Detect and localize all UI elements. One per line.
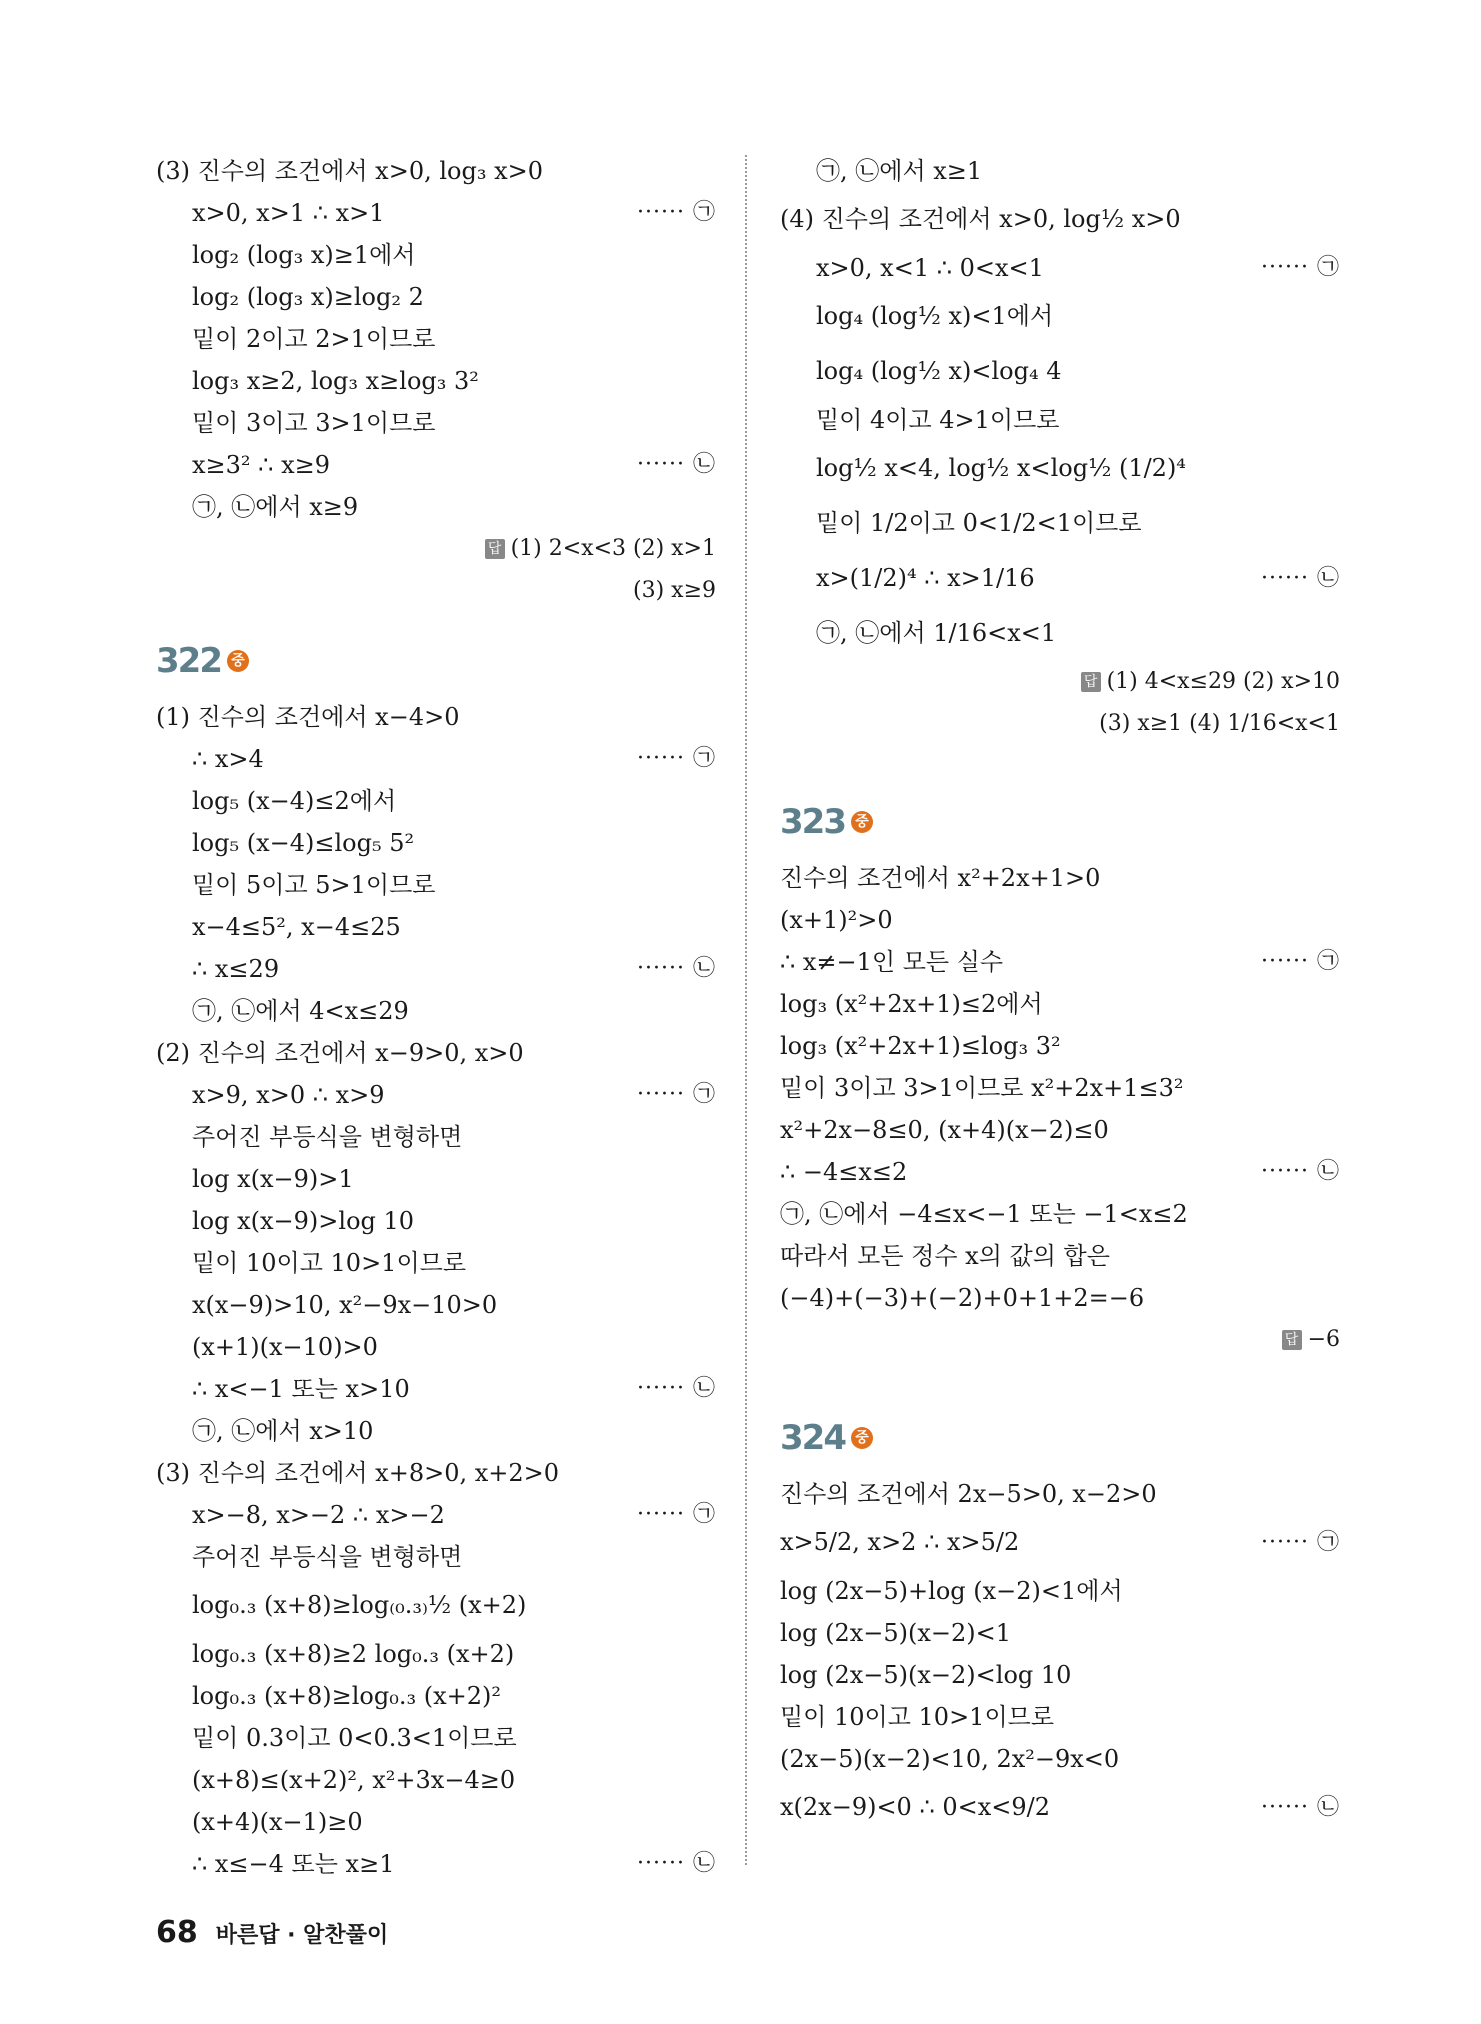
reference-mark: ······ ㉡ (1261, 1159, 1340, 1184)
solution-line (156, 990, 716, 1032)
solution-line (156, 1843, 716, 1885)
solution-line (780, 344, 1340, 399)
solution-text: x>0, x>1 ∴ x>1 (192, 199, 385, 227)
reference-mark: ······ ㉡ (637, 1376, 716, 1401)
solution-text: log₃ (x²+2x+1)≤log₃ 3² (780, 1032, 1061, 1060)
solution-line (156, 1759, 716, 1801)
reference-mark: ······ ㉡ (637, 956, 716, 981)
solution-text: log₅ (x−4)≤2에서 (192, 787, 397, 815)
solution-line (780, 1151, 1340, 1193)
solution-text: ∴ x≤29 (192, 955, 280, 983)
solution-323 (780, 857, 1340, 1319)
solution-text: ∴ x≤−4 또는 x≥1 (192, 1850, 395, 1878)
solution-321-continued (156, 150, 716, 528)
solution-text: 밑이 10이고 10>1이므로 (780, 1703, 1055, 1731)
solution-text: 주어진 부등식을 변형하면 (192, 1543, 463, 1571)
solution-text: 밑이 2이고 2>1이므로 (192, 325, 436, 353)
solution-line (156, 1284, 716, 1326)
answer-322: 답 (1) 4<x≤29 (2) x>10 (780, 661, 1340, 703)
solution-text: (x+8)≤(x+2)², x²+3x−4≥0 (192, 1766, 516, 1794)
solution-322-continued (780, 150, 1340, 661)
solution-text: log₂ (log₃ x)≥1에서 (192, 241, 416, 269)
solution-line (780, 1067, 1340, 1109)
solution-line (780, 857, 1340, 899)
solution-line (156, 864, 716, 906)
problem-number: 324 (780, 1418, 845, 1458)
problem-number: 322 (156, 641, 221, 681)
solution-line (780, 1277, 1340, 1319)
solution-text: ∴ x>4 (192, 745, 264, 773)
solution-text: (2x−5)(x−2)<10, 2x²−9x<0 (780, 1745, 1120, 1773)
solution-text: log x(x−9)>1 (192, 1165, 354, 1193)
solution-text: ㉠, ㉡에서 −4≤x<−1 또는 −1<x≤2 (780, 1200, 1188, 1228)
solution-text: log (2x−5)+log (x−2)<1에서 (780, 1577, 1123, 1605)
reference-mark: ······ ㉠ (637, 1502, 716, 1527)
problem-number: 323 (780, 802, 845, 842)
page-number: 68 (156, 1915, 198, 1950)
reference-mark: ······ ㉠ (637, 1082, 716, 1107)
solution-line (156, 276, 716, 318)
solution-text: (x+4)(x−1)≥0 (192, 1808, 363, 1836)
solution-text: x−4≤5², x−4≤25 (192, 913, 401, 941)
solution-text: log½ x<4, log½ x<log½ (1/2)⁴ (816, 454, 1186, 482)
solution-text: (2) 진수의 조건에서 x−9>0, x>0 (156, 1039, 524, 1067)
solution-line (780, 496, 1340, 551)
solution-text: 따라서 모든 정수 x의 값의 합은 (780, 1242, 1110, 1270)
answer-badge-icon: 답 (485, 539, 505, 559)
solution-line (780, 1235, 1340, 1277)
solution-text: 진수의 조건에서 x²+2x+1>0 (780, 864, 1101, 892)
solution-line (156, 1578, 716, 1633)
solution-text: 밑이 5이고 5>1이므로 (192, 871, 436, 899)
solution-line (780, 1473, 1340, 1515)
solution-text: 밑이 1/2이고 0<1/2<1이므로 (816, 509, 1142, 537)
solution-line (780, 1193, 1340, 1235)
reference-mark: ······ ㉡ (1261, 1795, 1340, 1820)
solution-line (156, 1032, 716, 1074)
solution-line (780, 1025, 1340, 1067)
solution-line (156, 1801, 716, 1843)
solution-line (156, 360, 716, 402)
answer-321: 답 (1) 2<x<3 (2) x>1 (156, 528, 716, 570)
solution-text: log x(x−9)>log 10 (192, 1207, 415, 1235)
solution-line (156, 444, 716, 486)
solution-line (156, 192, 716, 234)
problem-header-324 (780, 1403, 1340, 1473)
solution-line (156, 1452, 716, 1494)
reference-mark: ······ ㉡ (637, 1851, 716, 1876)
solution-text: log₄ (log½ x)<log₄ 4 (816, 357, 1062, 385)
solution-line (780, 1654, 1340, 1696)
solution-line (780, 399, 1340, 441)
solution-text: x(2x−9)<0 ∴ 0<x<9/2 (780, 1793, 1050, 1821)
reference-mark: ······ ㉠ (637, 746, 716, 771)
solution-line (156, 822, 716, 864)
solution-text: x>5/2, x>2 ∴ x>5/2 (780, 1528, 1020, 1556)
solution-line (156, 1242, 716, 1284)
solution-line (156, 1200, 716, 1242)
solution-line (780, 1612, 1340, 1654)
solution-text: log₀.₃ (x+8)≥log₀.₃ (x+2)² (192, 1682, 501, 1710)
solution-line (780, 899, 1340, 941)
solution-line (156, 1410, 716, 1452)
solution-line (156, 1633, 716, 1675)
difficulty-icon: 중 (851, 811, 873, 833)
solution-text: ∴ −4≤x≤2 (780, 1158, 908, 1186)
solution-text: (x+1)²>0 (780, 906, 893, 934)
solution-line (780, 1738, 1340, 1780)
solution-text: (1) 진수의 조건에서 x−4>0 (156, 703, 460, 731)
solution-text: 밑이 4이고 4>1이므로 (816, 406, 1060, 434)
solution-line (780, 1696, 1340, 1738)
solution-line (156, 1116, 716, 1158)
solution-text: ㉠, ㉡에서 4<x≤29 (192, 997, 409, 1025)
solution-text: (4) 진수의 조건에서 x>0, log½ x>0 (780, 205, 1181, 233)
solution-line (780, 150, 1340, 192)
solution-text: (−4)+(−3)+(−2)+0+1+2=−6 (780, 1284, 1145, 1312)
solution-text: ㉠, ㉡에서 x≥1 (816, 157, 983, 185)
solution-line (156, 906, 716, 948)
solution-line (780, 606, 1340, 661)
reference-mark: ······ ㉠ (637, 200, 716, 225)
solution-line (156, 1368, 716, 1410)
solution-line (156, 1158, 716, 1200)
solution-text: x≥3² ∴ x≥9 (192, 451, 330, 479)
solution-text: log₀.₃ (x+8)≥log₍₀.₃₎½ (x+2) (192, 1591, 527, 1619)
solution-line (156, 696, 716, 738)
solution-text: log₃ (x²+2x+1)≤2에서 (780, 990, 1043, 1018)
solution-text: (3) 진수의 조건에서 x+8>0, x+2>0 (156, 1459, 560, 1487)
solution-text: log₂ (log₃ x)≥log₂ 2 (192, 283, 424, 311)
solution-line (780, 983, 1340, 1025)
solution-text: 진수의 조건에서 2x−5>0, x−2>0 (780, 1480, 1157, 1508)
solution-text: log₄ (log½ x)<1에서 (816, 302, 1054, 330)
solution-text: ∴ x≠−1인 모든 실수 (780, 948, 1004, 976)
solution-text: x>(1/2)⁴ ∴ x>1/16 (816, 564, 1035, 592)
solution-text: ㉠, ㉡에서 x>10 (192, 1417, 374, 1445)
solution-text: (3) 진수의 조건에서 x>0, log₃ x>0 (156, 157, 543, 185)
solution-line (156, 318, 716, 360)
solution-322 (156, 696, 716, 1885)
solution-line (156, 486, 716, 528)
difficulty-icon: 중 (227, 650, 249, 672)
solution-text: 밑이 0.3이고 0<0.3<1이므로 (192, 1724, 517, 1752)
column-divider (745, 155, 747, 1865)
solution-line (780, 551, 1340, 606)
solution-text: log₅ (x−4)≤log₅ 5² (192, 829, 415, 857)
solution-text: ∴ x<−1 또는 x>10 (192, 1375, 410, 1403)
solution-line (780, 289, 1340, 344)
solution-line (156, 1494, 716, 1536)
solution-text: x>0, x<1 ∴ 0<x<1 (816, 254, 1044, 282)
solution-line (156, 738, 716, 780)
solution-text: (x+1)(x−10)>0 (192, 1333, 378, 1361)
left-column (156, 150, 716, 1885)
answer-badge-icon: 답 (1282, 1330, 1302, 1350)
book-title: 바른답 · 알찬풀이 (215, 1923, 389, 1948)
solution-line (780, 1780, 1340, 1835)
solution-line (156, 1536, 716, 1578)
solution-line (156, 234, 716, 276)
answer-321-line2: (3) x≥9 (633, 578, 716, 603)
answer-badge-icon: 답 (1081, 672, 1101, 692)
solution-text: log₃ x≥2, log₃ x≥log₃ 3² (192, 367, 479, 395)
difficulty-icon: 중 (851, 1427, 873, 1449)
solution-text: 밑이 3이고 3>1이므로 x²+2x+1≤3² (780, 1074, 1184, 1102)
solution-line (780, 1570, 1340, 1612)
solution-text: 밑이 3이고 3>1이므로 (192, 409, 436, 437)
reference-mark: ······ ㉡ (637, 452, 716, 477)
solution-line (156, 150, 716, 192)
solution-text: log₀.₃ (x+8)≥2 log₀.₃ (x+2) (192, 1640, 515, 1668)
answer-323: 답 −6 (780, 1319, 1340, 1361)
answer-322-line2: (3) x≥1 (4) 1/16<x<1 (1099, 711, 1340, 736)
solution-line (156, 1326, 716, 1368)
solution-line (780, 247, 1340, 289)
solution-text: x>9, x>0 ∴ x>9 (192, 1081, 385, 1109)
solution-line (780, 1515, 1340, 1570)
solution-line (156, 1074, 716, 1116)
reference-mark: ······ ㉡ (1261, 566, 1340, 591)
solution-line (780, 1109, 1340, 1151)
solution-line (156, 780, 716, 822)
solution-line (780, 941, 1340, 983)
reference-mark: ······ ㉠ (1261, 1530, 1340, 1555)
solution-line (156, 1675, 716, 1717)
solution-324 (780, 1473, 1340, 1835)
solution-text: 주어진 부등식을 변형하면 (192, 1123, 463, 1151)
problem-header-323 (780, 787, 1340, 857)
right-column (780, 150, 1340, 1835)
solution-text: ㉠, ㉡에서 x≥9 (192, 493, 359, 521)
solution-text: x(x−9)>10, x²−9x−10>0 (192, 1291, 498, 1319)
reference-mark: ······ ㉠ (1261, 949, 1340, 974)
solution-text: ㉠, ㉡에서 1/16<x<1 (816, 619, 1057, 647)
solution-line (780, 441, 1340, 496)
problem-header-322 (156, 626, 716, 696)
reference-mark: ······ ㉠ (1261, 255, 1340, 280)
solution-text: x²+2x−8≤0, (x+4)(x−2)≤0 (780, 1116, 1109, 1144)
solution-line (156, 948, 716, 990)
solution-line (156, 402, 716, 444)
solution-text: log (2x−5)(x−2)<1 (780, 1619, 1012, 1647)
solution-text: x>−8, x>−2 ∴ x>−2 (192, 1501, 445, 1529)
page-footer (156, 1915, 388, 1950)
solution-line (156, 1717, 716, 1759)
solution-text: 밑이 10이고 10>1이므로 (192, 1249, 467, 1277)
solution-line (780, 192, 1340, 247)
solution-text: log (2x−5)(x−2)<log 10 (780, 1661, 1072, 1689)
